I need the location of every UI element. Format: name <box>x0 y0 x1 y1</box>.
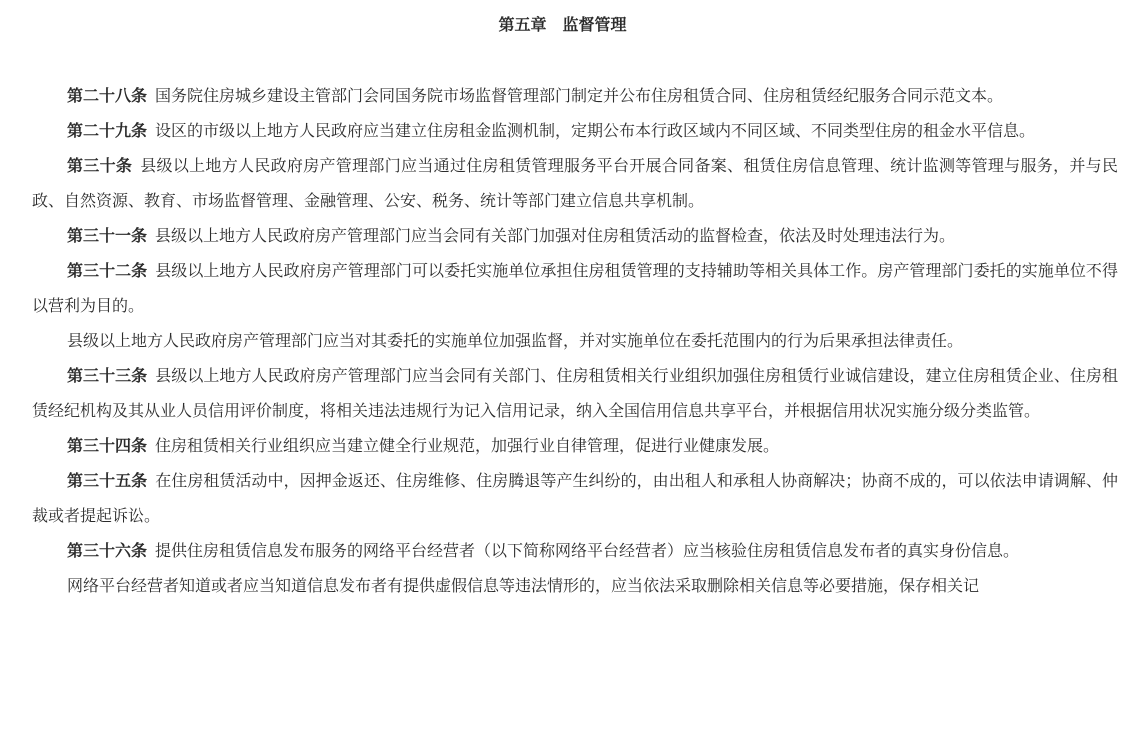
article-paragraph <box>32 463 1118 533</box>
article-paragraph <box>32 358 1118 428</box>
article-number: 第三十三条 <box>67 366 148 385</box>
article-text: 设区的市级以上地方人民政府应当建立住房租金监测机制，定期公布本行政区域内不同区域、不同类型住房的租金水平信息。 <box>155 121 1036 140</box>
article-paragraph <box>32 218 1118 253</box>
article-paragraph <box>32 533 1118 568</box>
article-list <box>0 78 1118 603</box>
article-text: 县级以上地方人民政府房产管理部门可以委托实施单位承担住房租赁管理的支持辅助等相关具体工作。房产管理部门委托的实施单位不得以营利为目的。 <box>32 261 1118 315</box>
article-text: 县级以上地方人民政府房产管理部门应当对其委托的实施单位加强监督，并对实施单位在委托范围内的行为后果承担法律责任。 <box>67 331 964 350</box>
article-text: 县级以上地方人民政府房产管理部门应当会同有关部门、住房租赁相关行业组织加强住房租赁行业诚信建设，建立住房租赁企业、住房租赁经纪机构及其从业人员信用评价制度，将相关违法违规行为记入信用记录，纳入全国信用信息共享平台，并根据信用状况实施分级分类监管。 <box>32 366 1118 420</box>
chapter-title: 第五章 监督管理 <box>498 15 627 34</box>
article-paragraph <box>32 148 1118 218</box>
article-text: 网络平台经营者知道或者应当知道信息发布者有提供虚假信息等违法情形的，应当依法采取删除相关信息等必要措施，保存相关记 <box>67 576 980 595</box>
article-number: 第三十条 <box>67 156 133 175</box>
continuation-paragraph <box>32 323 1118 358</box>
article-number: 第三十六条 <box>67 541 148 560</box>
article-number: 第三十五条 <box>67 471 148 490</box>
article-paragraph <box>32 113 1118 148</box>
article-paragraph <box>32 78 1118 113</box>
article-text: 在住房租赁活动中，因押金返还、住房维修、住房腾退等产生纠纷的，由出租人和承租人协商解决；协商不成的，可以依法申请调解、仲裁或者提起诉讼。 <box>32 471 1118 525</box>
article-number: 第三十一条 <box>67 226 148 245</box>
article-text: 提供住房租赁信息发布服务的网络平台经营者（以下简称网络平台经营者）应当核验住房租赁信息发布者的真实身份信息。 <box>155 541 1020 560</box>
article-text: 县级以上地方人民政府房产管理部门应当会同有关部门加强对住房租赁活动的监督检查，依法及时处理违法行为。 <box>155 226 956 245</box>
article-number: 第二十八条 <box>67 86 148 105</box>
article-number: 第三十四条 <box>67 436 148 455</box>
article-number: 第三十二条 <box>67 261 148 280</box>
continuation-paragraph <box>32 568 1118 603</box>
article-paragraph <box>32 253 1118 323</box>
article-text: 县级以上地方人民政府房产管理部门应当通过住房租赁管理服务平台开展合同备案、租赁住房信息管理、统计监测等管理与服务，并与民政、自然资源、教育、市场监督管理、金融管理、公安、税务、统计等部门建立信息共享机制。 <box>32 156 1118 210</box>
article-paragraph <box>32 428 1118 463</box>
article-number: 第二十九条 <box>67 121 148 140</box>
article-text: 住房租赁相关行业组织应当建立健全行业规范，加强行业自律管理，促进行业健康发展。 <box>155 436 780 455</box>
article-text: 国务院住房城乡建设主管部门会同国务院市场监督管理部门制定并公布住房租赁合同、住房租赁经纪服务合同示范文本。 <box>155 86 1004 105</box>
